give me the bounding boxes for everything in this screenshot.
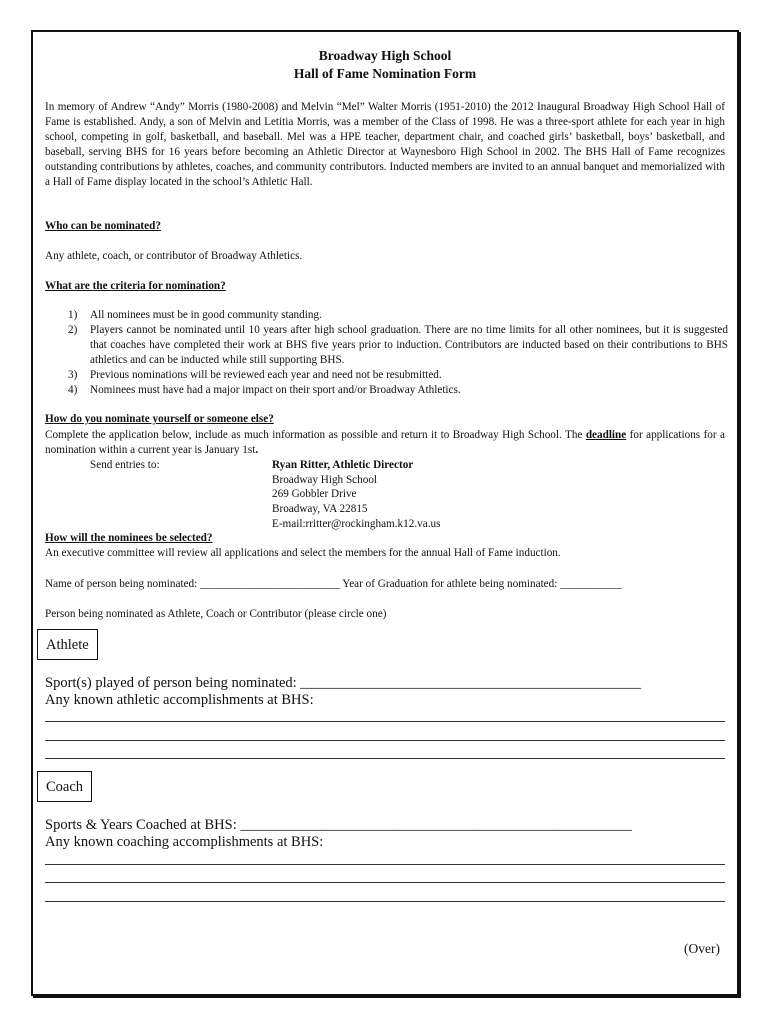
coaching-accomplishments-line[interactable] [45, 882, 725, 883]
list-item-number: 1) [68, 309, 78, 321]
list-item [68, 383, 728, 398]
how-nominate-heading: How do you nominate yourself or someone else? [45, 413, 274, 425]
list-item-text: Players cannot be nominated until 10 years after high school graduation. There are no time limits for all other nominees, but it is suggested that coaches have completed their work at BHS five years prior to induction. Contributors are inducted based on their contributions to BHS athletics and can be inducted while still supporting BHS. [90, 324, 728, 366]
list-item-number: 3) [68, 369, 78, 381]
deadline-word: deadline [585, 429, 627, 441]
who-answer: Any athlete, coach, or contributor of Broadway Athletics. [45, 250, 303, 262]
mailing-address [272, 458, 440, 532]
years-coached-field[interactable]: Sports & Years Coached at BHS: ______________________________________________________ [45, 817, 632, 833]
selection-heading: How will the nominees be selected? [45, 532, 213, 544]
athletic-accomplishments-line[interactable] [45, 758, 725, 759]
athletic-accomplishments-line[interactable] [45, 740, 725, 741]
athletic-accomplishments-line[interactable] [45, 721, 725, 722]
who-heading: Who can be nominated? [45, 220, 161, 232]
list-item-text: All nominees must be in good community standing. [90, 309, 322, 321]
how-text-before: Complete the application below, include as much information as possible and return it to Broadway High School. The [45, 429, 586, 441]
list-item-number: 2) [68, 324, 78, 336]
list-item-number: 4) [68, 384, 78, 396]
contact-name: Ryan Ritter, Athletic Director [272, 459, 414, 471]
over-note: (Over) [684, 941, 720, 956]
how-text-end: . [255, 444, 259, 456]
coaching-accomplishments-line[interactable] [45, 901, 725, 902]
athlete-option[interactable]: Athlete [37, 629, 98, 660]
coach-option[interactable]: Coach [37, 771, 92, 802]
contact-email: E-mail:rritter@rockingham.k12.va.us [272, 517, 441, 530]
selection-text: An executive committee will review all applications and select the members for the annual Hall of Fame induction. [45, 547, 561, 559]
list-item [68, 368, 728, 383]
coaching-accomplishments-label: Any known coaching accomplishments at BHS: [45, 834, 324, 850]
list-item [68, 323, 728, 368]
athletic-accomplishments-label: Any known athletic accomplishments at BHS: [45, 692, 314, 708]
school-name: Broadway High School [318, 48, 452, 63]
list-item [68, 308, 728, 323]
how-nominate-paragraph [45, 428, 725, 458]
role-selection-line: Person being nominated as Athlete, Coach or Contributor (please circle one) [45, 608, 387, 620]
sports-played-field[interactable]: Sport(s) played of person being nominated: _______________________________________________ [45, 675, 642, 691]
address-line: Broadway, VA 22815 [272, 503, 368, 516]
address-line: 269 Gobbler Drive [272, 488, 357, 501]
list-item-text: Nominees must have had a major impact on their sport and/or Broadway Athletics. [90, 384, 461, 396]
nominee-name-field[interactable]: Name of person being nominated: _________________________ Year of Graduation for athlete being nominated: ___________ [45, 578, 622, 590]
address-line: Broadway High School [272, 473, 378, 486]
criteria-list [68, 308, 728, 398]
form-title: Hall of Fame Nomination Form [293, 66, 477, 81]
criteria-heading: What are the criteria for nomination? [45, 280, 226, 292]
intro-paragraph: In memory of Andrew “Andy” Morris (1980-2008) and Melvin “Mel” Walter Morris (1951-2010) the 2012 Inaugural Broadway High School Hall of Fame is established. Andy, a son of Melvin and Letitia Morris, was a member of the Class of 1998. He was a three-sport athlete for each year in high school, competing in golf, basketball, and baseball. Mel was a HPE teacher, department chair, and coached girls’ basketball, boys’ basketball, and baseball, serving BHS for 16 years before becoming an Athletic Director at Waynesboro High School in 2002. The BHS Hall of Fame recognizes outstanding contributions by athletes, coaches, and community contributors. Inducted members are invited to an annual banquet and memorialized with a Hall of Fame display located in the school’s Athletic Hall. [45, 101, 725, 188]
list-item-text: Previous nominations will be reviewed each year and need not be resubmitted. [90, 369, 442, 381]
send-entries-label: Send entries to: [90, 459, 160, 471]
how-text-after: for applications for a nomination within a current year is January 1st [45, 429, 725, 456]
coaching-accomplishments-line[interactable] [45, 864, 725, 865]
